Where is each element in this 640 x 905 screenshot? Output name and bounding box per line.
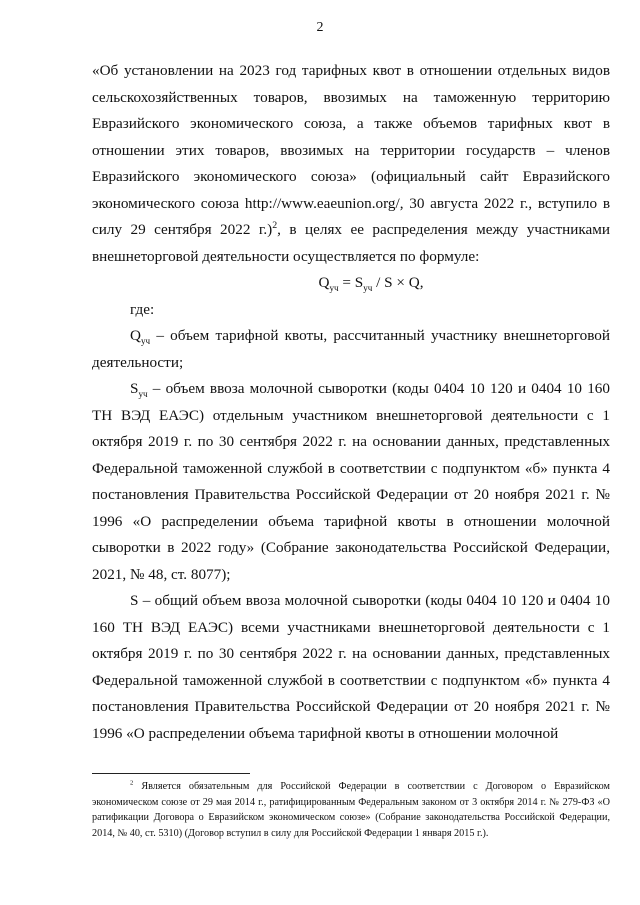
def-s-uch-text: – объем ввоза молочной сыворотки (коды 0404 10 120 и 0404 10 160 ТН ВЭД ЕАЭС) отдельным участником внешнеторговой деятельности с 1 октября 2019 г. по 30 сентября 2022 г. на основании данных, представленных Федеральной таможенной службой в соответствии с подпунктом «б» пункта 4 постановления Правительства Российской Федерации от 20 ноября 2021 г. № 1996 «О распределении объема тарифной квоты в отношении молочной сыворотки в 2022 году» (Собрание законодательства Российской Федерации, 2021, № 48, ст. 8077); [92,380,610,583]
footnote-2 [92,779,610,841]
formula [92,270,610,297]
where-label: где: [130,300,155,318]
footnote-text: Является обязательным для Российской Федерации в соответствии с Договором о Евразийском экономическом союзе от 29 мая 2014 г., ратифицированным Федеральным законом от 3 октября 2014 г. № 279-ФЗ «О ратификации Договора о Евразийском экономическом союзе» (Собрание законодательства Российской Федерации, 2014, № 40, ст. 5310) (Договор вступил в силу для Российской Федерации 1 января 2015 г.). [92,781,610,839]
paragraph-intro-text: «Об установлении на 2023 год тарифных квот в отношении отдельных видов сельскохозяйственных товаров, ввозимых на таможенную территорию Евразийского экономического союза, а также объемов тарифных квот в отношении этих товаров, ввозимых на территории государств – членов Евразийского экономического союза» (официальный сайт Евразийского экономического союза http://www.eaeunion.org/, 30 августа 2022 г., вступило в силу 29 сентября 2022 г.) [92,62,610,238]
page-number: 2 [316,20,324,35]
formula-s-sub: уч [363,283,373,294]
def-s-uch-sub: уч [138,389,148,400]
footnote-ref: 2 [272,219,278,231]
formula-eq: = [338,274,355,291]
footnotes [92,779,610,841]
def-q-sub: уч [140,336,151,347]
footnote-divider [92,773,250,774]
paragraph-intro-tail: , в целях ее распределения между участниками внешнеторговой деятельности осуществляется по формуле: [92,221,611,265]
formula-s: S [354,274,364,291]
formula-q: Q [318,274,330,291]
footnote-mark: 2 [130,779,134,787]
definition-s: S – общий объем ввоза молочной сыворотки (коды 0404 10 120 и 0404 10 160 ТН ВЭД ЕАЭС) всеми участниками внешнеторговой деятельности с 1 октября 2019 г. по 30 сентября 2022 г. на основании данных, представленных Федеральной таможенной службой в соответствии с подпунктом «б» пункта 4 постановления Правительства Российской Федерации от 20 ноября 2021 г. № 1996 «О распределении объема тарифной квоты в отношении молочной [92,592,610,742]
body-text [92,58,610,747]
def-q-symbol: Q [130,327,141,344]
definition-q-uch [92,323,610,376]
formula-rest: / S × Q, [372,274,424,291]
def-q-text: – объем тарифной квоты, рассчитанный участнику внешнеторговой деятельности; [92,327,610,371]
formula-q-sub: уч [329,283,339,294]
def-s-uch-symbol: S [130,380,139,397]
definition-s-uch [92,376,610,588]
paragraph-intro [92,58,610,270]
